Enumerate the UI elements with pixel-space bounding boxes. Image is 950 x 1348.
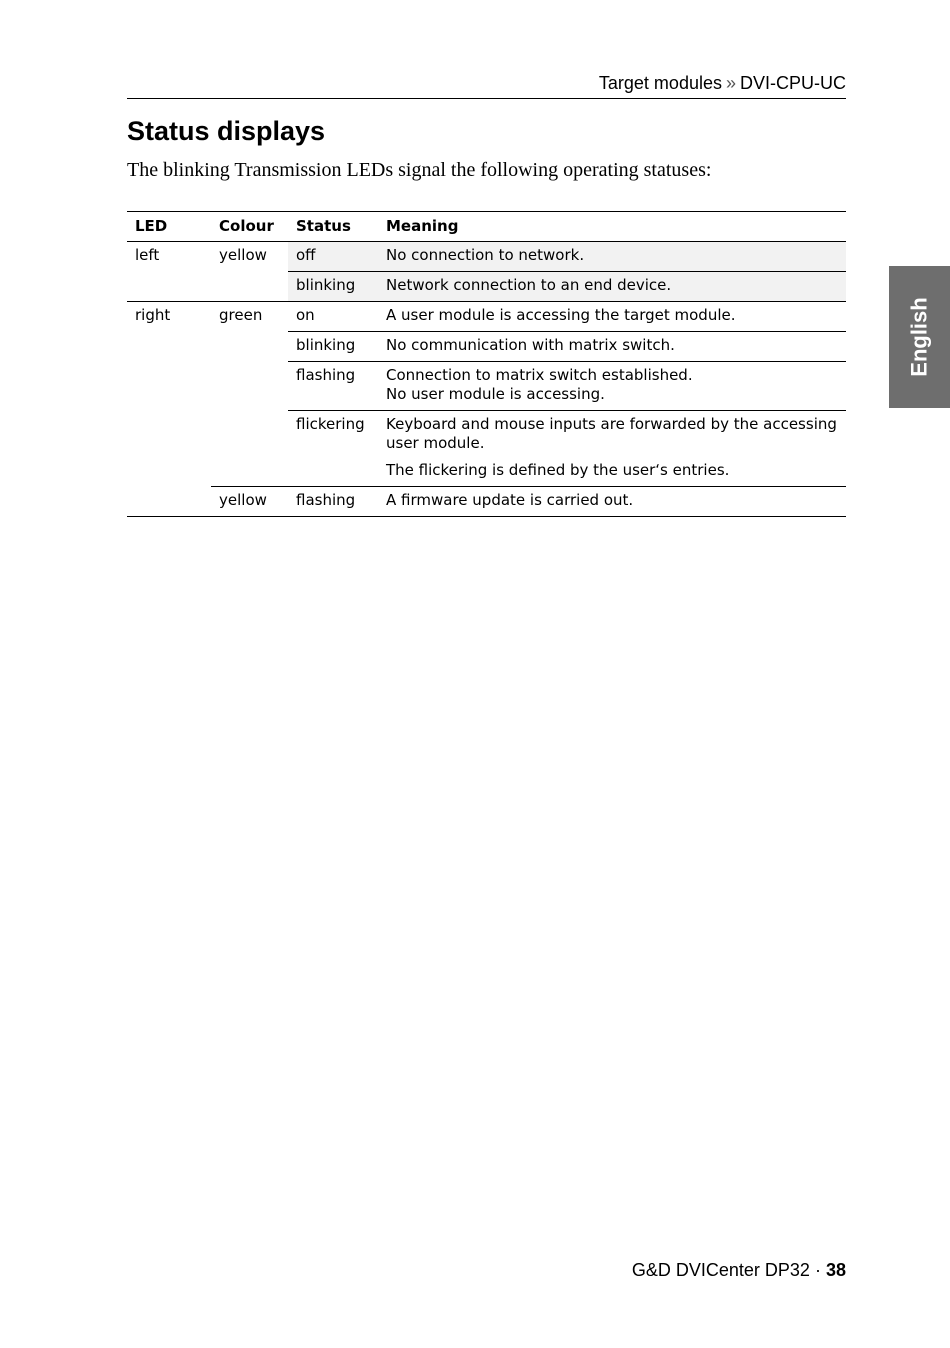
table-row xyxy=(127,487,846,517)
page-number: 38 xyxy=(825,1260,846,1280)
header-meaning: Meaning xyxy=(378,212,846,242)
cell-status: blinking xyxy=(288,272,378,302)
cell-colour: yellow xyxy=(211,487,288,517)
header-led: LED xyxy=(127,212,211,242)
table-header-row xyxy=(127,212,846,242)
footer-product: G&D DVICenter DP32 xyxy=(631,1260,810,1280)
cell-led: left xyxy=(135,246,160,264)
cell-status: flashing xyxy=(288,362,378,411)
cell-meaning xyxy=(378,362,846,411)
cell-meaning: No connection to network. xyxy=(378,242,846,272)
meaning-line: No user module is accessing. xyxy=(386,385,605,403)
cell-colour: yellow xyxy=(219,246,267,264)
meaning-note: The flickering is defined by the user‘s entries. xyxy=(386,461,730,479)
running-header xyxy=(127,72,846,99)
language-tab-label: English xyxy=(906,297,932,377)
header-section: Target modules xyxy=(598,73,722,93)
footer-separator: · xyxy=(814,1260,821,1280)
header-separator: » xyxy=(725,73,736,93)
header-subsection: DVI-CPU-UC xyxy=(740,73,846,93)
table-row xyxy=(127,242,846,272)
cell-status: flashing xyxy=(288,487,378,517)
cell-status: off xyxy=(288,242,378,272)
cell-status: flickering xyxy=(288,411,378,487)
cell-status: blinking xyxy=(288,332,378,362)
intro-text: The blinking Transmission LEDs signal the following operating statuses: xyxy=(127,159,712,181)
meaning-line: Keyboard and mouse inputs are forwarded by the accessing user module. xyxy=(386,415,837,452)
page-footer xyxy=(632,1259,846,1281)
cell-status: on xyxy=(288,302,378,332)
page-title: Status displays xyxy=(127,116,326,146)
status-table xyxy=(127,211,846,517)
cell-meaning: Network connection to an end device. xyxy=(378,272,846,302)
header-status: Status xyxy=(288,212,378,242)
meaning-line: Connection to matrix switch established. xyxy=(386,366,693,384)
header-colour: Colour xyxy=(211,212,288,242)
cell-meaning: No communication with matrix switch. xyxy=(378,332,846,362)
table-row xyxy=(127,302,846,332)
cell-meaning: A user module is accessing the target module. xyxy=(378,302,846,332)
cell-led: right xyxy=(127,302,211,517)
cell-meaning: A firmware update is carried out. xyxy=(378,487,846,517)
cell-colour: green xyxy=(211,302,288,487)
language-tab xyxy=(889,266,950,408)
cell-meaning xyxy=(378,411,846,487)
